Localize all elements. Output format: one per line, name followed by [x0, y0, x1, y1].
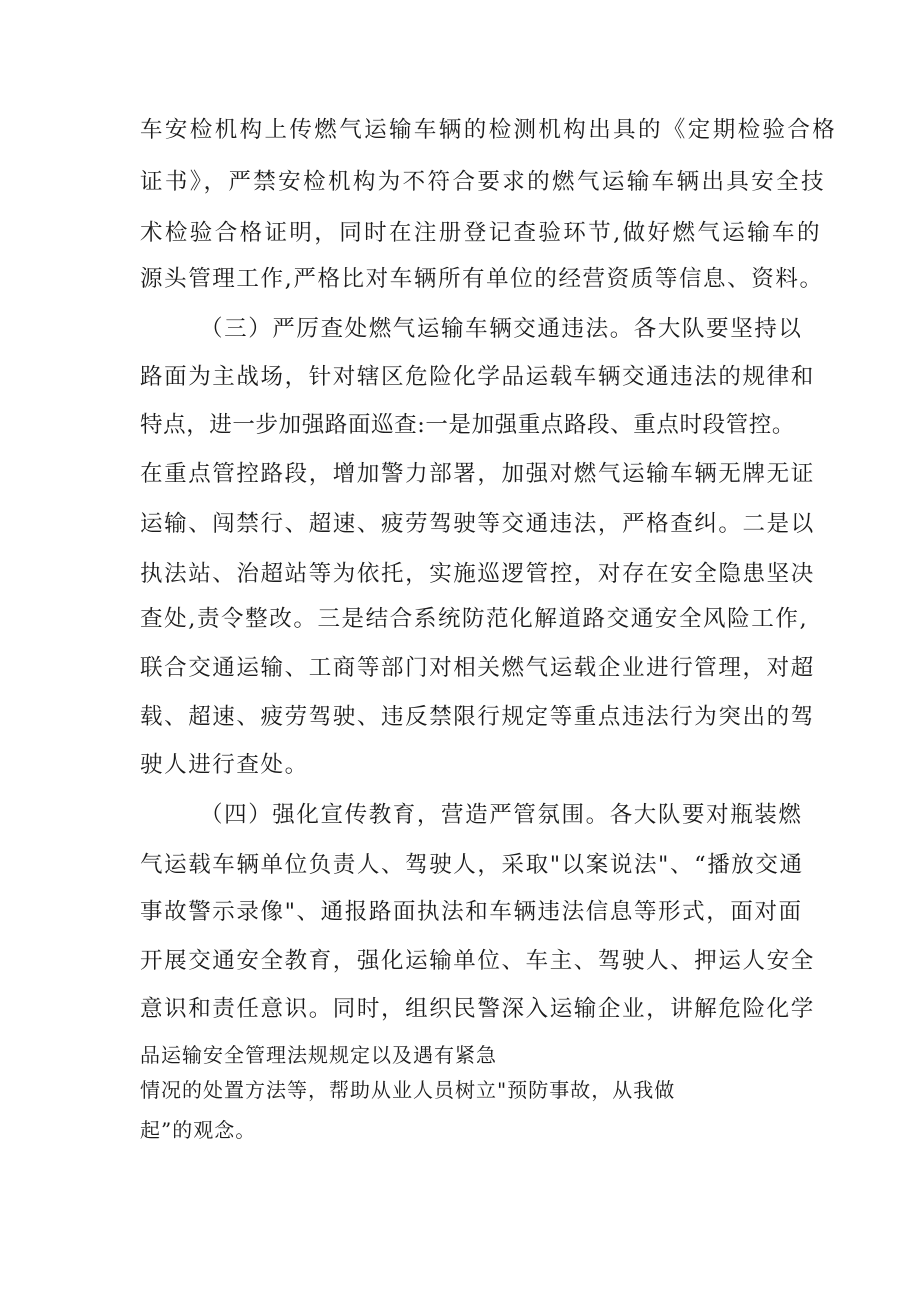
paragraph-line: 车安检机构上传燃气运输车辆的检测机构出具的《定期检验合格: [140, 117, 838, 143]
paragraph-line: 品运输安全管理法规规定以及遇有紧急: [140, 1043, 497, 1067]
section-heading-line: （三）严厉查处燃气运输车辆交通违法。各大队要坚持以: [200, 316, 803, 342]
paragraph-line: 在重点管控路段，增加警力部署，加强对燃气运输车辆无牌无证: [140, 461, 815, 487]
paragraph-line: 载、超速、疲劳驾驶、违反禁限行规定等重点违法行为突出的驾: [140, 704, 815, 730]
paragraph-line: 执法站、治超站等为依托，实施巡逻管控，对存在安全隐患坚决: [140, 561, 815, 587]
paragraph-line: 意识和责任意识。同时，组织民警深入运输企业，讲解危险化学: [140, 996, 815, 1022]
paragraph-line: 气运载车辆单位负责人、驾驶人，采取"以案说法"、“播放交通: [140, 852, 804, 878]
section-heading-line: （四）强化宣传教育，营造严管氛围。各大队要对瓶装燃: [200, 802, 803, 828]
paragraph-line: 联合交通运输、工商等部门对相关燃气运载企业进行管理，对超: [140, 655, 815, 681]
paragraph-line: 术检验合格证明，同时在注册登记查验环节,做好燃气运输车的: [140, 220, 822, 246]
paragraph-line: 起”的观念。: [140, 1118, 257, 1142]
paragraph-line: 查处,责令整改。三是结合系统防范化解道路交通安全风险工作,: [140, 606, 809, 632]
paragraph-line: 情况的处置方法等，帮助从业人员树立"预防事故，从我做: [140, 1078, 676, 1102]
paragraph-line: 证书》，严禁安检机构为不符合要求的燃气运输车辆出具安全技: [140, 169, 826, 195]
paragraph-line: 开展交通安全教育，强化运输单位、车主、驾驶人、押运人安全: [140, 948, 815, 974]
paragraph-line: 驶人进行查处。: [140, 752, 309, 778]
paragraph-line: 路面为主战场，针对辖区危险化学品运载车辆交通违法的规律和: [140, 364, 815, 390]
paragraph-line: 特点，进一步加强路面巡查:一是加强重点路段、重点时段管控。: [140, 412, 795, 438]
paragraph-line: 运输、闯禁行、超速、疲劳驾驶等交通违法，严格查纠。二是以: [140, 511, 815, 537]
paragraph-line: 源头管理工作,严格比对车辆所有单位的经营资质等信息、资料。: [140, 266, 824, 292]
paragraph-line: 事故警示录像"、通报路面执法和车辆违法信息等形式，面对面: [140, 899, 803, 925]
